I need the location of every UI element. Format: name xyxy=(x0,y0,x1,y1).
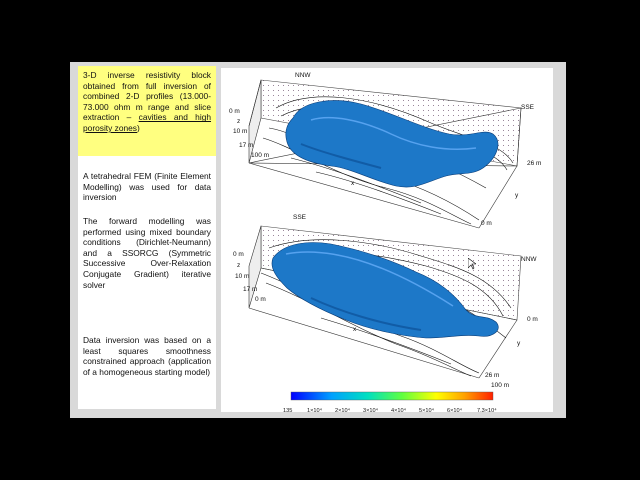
paragraph-1-underlined: cavities and high porosity zones xyxy=(83,112,212,133)
colorbar-tick-3: 3×10⁴ xyxy=(363,408,379,414)
bottom-depth-axis: z xyxy=(237,262,241,269)
paragraph-2: A tetrahedral FEM (Finite Element Modelling) was used for data inversion xyxy=(83,171,211,203)
top-dist-100: 100 m xyxy=(251,152,270,159)
top-y-label: y xyxy=(515,192,519,199)
top-depth-10: 10 m xyxy=(233,128,248,135)
bottom-block xyxy=(249,226,521,378)
paragraph-1-end: ) xyxy=(137,122,140,133)
colorbar-tick-6: 6×10⁴ xyxy=(447,408,463,414)
paragraph-1-text: 3-D inverse resistivity block obtained from full inversion of combined 2-D profiles (13.000-73.000 ohm m range and slice extraction – xyxy=(83,70,211,123)
top-dist-26: 26 m xyxy=(527,160,542,167)
top-block xyxy=(249,80,521,228)
top-depth-axis: z xyxy=(237,118,241,125)
bottom-dist-100: 100 m xyxy=(491,382,510,389)
figure-panel xyxy=(221,68,553,412)
top-dist-0: 0 m xyxy=(481,220,492,227)
resistivity-figure xyxy=(221,68,553,412)
bottom-y-label: y xyxy=(517,340,521,347)
bottom-dir-right: NNW xyxy=(521,256,537,263)
colorbar-tick-5: 5×10⁴ xyxy=(419,408,435,414)
colorbar-tick-2: 2×10⁴ xyxy=(335,408,351,414)
bottom-depth-10: 10 m xyxy=(235,273,250,280)
colorbar-tick-7: 7.3×10⁴ xyxy=(477,408,497,414)
paragraph-3: The forward modelling was performed using mixed boundary conditions (Dirichlet-Neumann) and a SSORCG (Symmetric Successive Over-Relaxation Conjugate Gradient) iterative solver xyxy=(83,216,211,290)
bottom-dist-26: 26 m xyxy=(485,372,500,379)
colorbar-tick-4: 4×10⁴ xyxy=(391,408,407,414)
paragraph-4: Data inversion was based on a least squares smoothness constrained approach (application of a homogeneous starting model) xyxy=(83,335,211,377)
top-depth-17: 17 m xyxy=(239,142,254,149)
top-x-label: x xyxy=(351,180,355,187)
mouse-cursor-icon xyxy=(468,257,476,275)
top-dir-left: NNW xyxy=(295,72,311,79)
bottom-depth-0: 0 m xyxy=(233,251,244,258)
paragraph-1 xyxy=(83,70,211,134)
top-dir-right: SSE xyxy=(521,104,535,111)
colorbar-tick-1: 1×10⁴ xyxy=(307,408,323,414)
bottom-dir-left: SSE xyxy=(293,214,307,221)
colorbar-tick-0: 135 xyxy=(283,408,293,414)
bottom-dist-0: 0 m xyxy=(527,316,538,323)
slide xyxy=(70,62,566,418)
text-panel xyxy=(78,66,216,409)
bottom-x-label: x xyxy=(353,326,357,333)
colorbar xyxy=(291,392,493,400)
bottom-depth-0b: 0 m xyxy=(255,296,266,303)
bottom-depth-17: 17 m xyxy=(243,286,258,293)
top-depth-0: 0 m xyxy=(229,108,240,115)
